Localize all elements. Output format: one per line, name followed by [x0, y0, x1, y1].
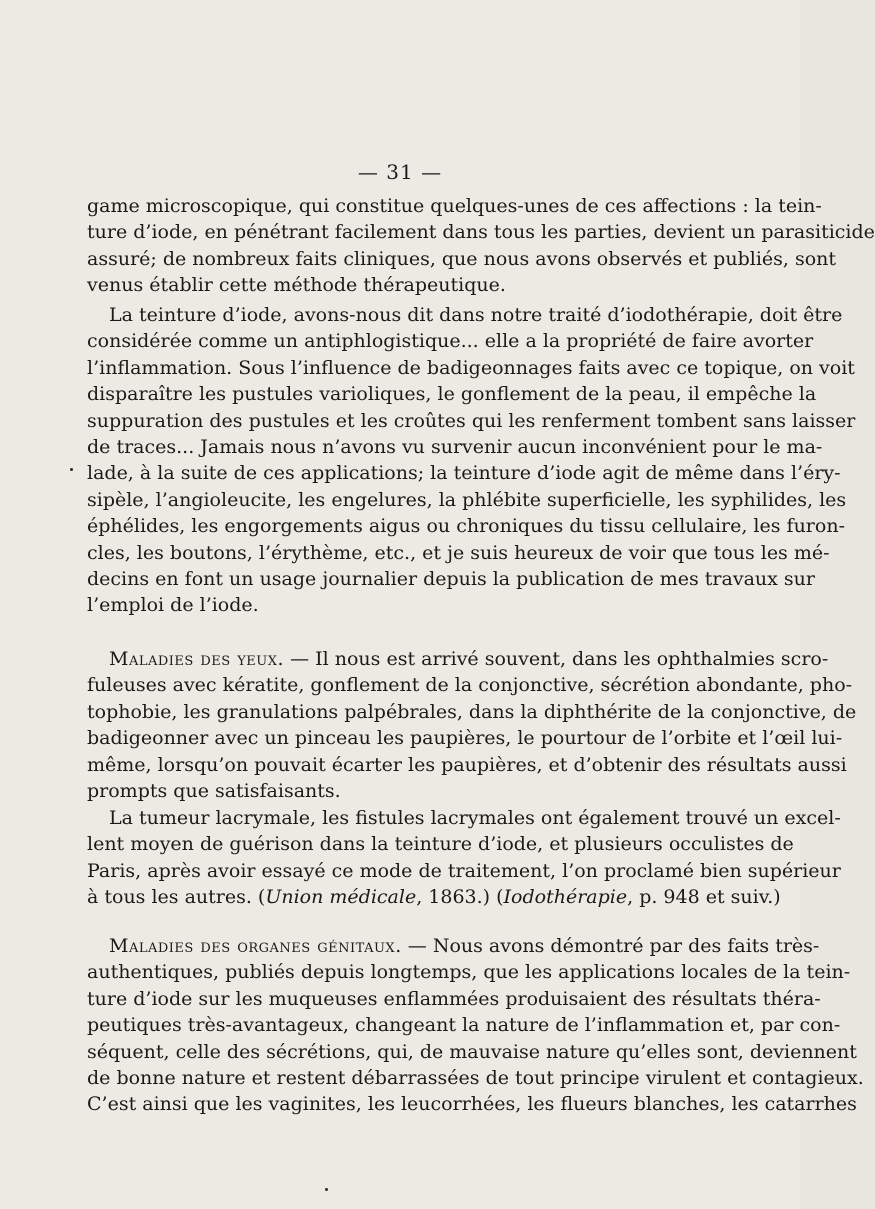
- citation-text: , 1863.) (: [416, 886, 504, 909]
- text-line: C’est ainsi que les vaginites, les leucorrhées, les flueurs blanches, les catarrhes: [87, 1093, 857, 1116]
- text-line: venus établir cette méthode thérapeutique.: [87, 274, 506, 297]
- print-speck: [325, 1188, 328, 1191]
- text-line: La teinture d’iode, avons-nous dit dans notre traité d’iodothérapie, doit être: [109, 304, 843, 326]
- citation-text: , p. 948 et suiv.): [627, 886, 781, 909]
- text-line: [87, 933, 820, 959]
- citation-book: Iodothérapie: [503, 886, 628, 909]
- text-line: decins en font un usage journalier depuis la publication de mes travaux sur: [87, 567, 815, 590]
- text-line: prompts que satisfaisants.: [87, 779, 341, 802]
- text-line: cles, les boutons, l’érythème, etc., et je suis heureux de voir que tous les mé-: [87, 541, 830, 564]
- text-line: lade, à la suite de ces applications; la teinture d’iode agit de même dans l’éry-: [87, 462, 841, 485]
- text-line: même, lorsqu’on pouvait écarter les paupières, et d’obtenir des résultats aussi: [87, 753, 847, 776]
- text-line: séquent, celle des sécrétions, qui, de mauvaise nature qu’elles sont, deviennent: [87, 1040, 857, 1063]
- print-speck: [70, 468, 73, 471]
- citation-journal: Union médicale: [265, 886, 417, 909]
- text-line: ture d’iode, en pénétrant facilement dans tous les parties, devient un parasiticide: [87, 221, 875, 244]
- text-line: de bonne nature et restent débarrassées de tout principe virulent et contagieux.: [87, 1066, 864, 1089]
- text-line: Paris, après avoir essayé ce mode de traitement, l’on proclamé bien supérieur: [87, 859, 841, 882]
- paragraph-iodine-tincture: [87, 302, 856, 619]
- text-line: sipèle, l’angioleucite, les engelures, la phlébite superficielle, les syphilides, les: [87, 488, 847, 511]
- section-heading: Maladies des organes génitaux.: [109, 935, 402, 957]
- text-line: de traces... Jamais nous n’avons vu survenir aucun inconvénient pour le ma-: [87, 435, 823, 458]
- section-heading: Maladies des yeux.: [109, 648, 285, 670]
- page-number: — 31 —: [357, 160, 443, 184]
- paragraph-continuation: [87, 193, 875, 299]
- text-line: l’inflammation. Sous l’influence de badigeonnages faits avec ce topique, on voit: [87, 356, 855, 379]
- text-line: suppuration des pustules et les croûtes qui les renferment tombent sans laisser: [87, 409, 856, 432]
- text-line: assuré; de nombreux faits cliniques, que nous avons observés et publiés, sont: [87, 247, 837, 270]
- text-line: considérée comme un antiphlogistique... elle a la propriété de faire avorter: [87, 330, 814, 353]
- text-line: l’emploi de l’iode.: [87, 594, 259, 617]
- text-line: badigeonner avec un pinceau les paupières, le pourtour de l’orbite et l’œil lui-: [87, 727, 843, 750]
- text-line: La tumeur lacrymale, les fistules lacrymales ont également trouvé un excel-: [109, 807, 841, 829]
- text-line: éphélides, les engorgements aigus ou chroniques du tissu cellulaire, les furon-: [87, 515, 845, 538]
- text-line: game microscopique, qui constitue quelques-unes de ces affections : la tein-: [87, 195, 822, 217]
- text-line: fuleuses avec kératite, gonflement de la conjonctive, sécrétion abondante, pho-: [87, 674, 853, 697]
- text-line: peutiques très-avantageux, changeant la nature de l’inflammation et, par con-: [87, 1014, 841, 1037]
- section-eye-diseases: [87, 646, 857, 804]
- text-line: tophobie, les granulations palpébrales, dans la diphthérite de la conjonctive, de: [87, 700, 857, 723]
- text-line: lent moyen de guérison dans la teinture d’iode, et plusieurs occulistes de: [87, 833, 794, 856]
- text-line: [87, 884, 781, 910]
- heading-continuation: — Il nous est arrivé souvent, dans les ophthalmies scro-: [284, 648, 829, 670]
- text-line: disparaître les pustules varioliques, le gonflement de la peau, il empêche la: [87, 383, 817, 406]
- citation-text: à tous les autres. (: [87, 886, 266, 909]
- text-line: [87, 646, 829, 672]
- section-genital-diseases: [87, 933, 864, 1118]
- heading-continuation: — Nous avons démontré par des faits très-: [401, 935, 820, 957]
- text-line: authentiques, publiés depuis longtemps, que les applications locales de la tein-: [87, 961, 851, 984]
- paragraph-lacrimal: [87, 805, 841, 911]
- text-line: ture d’iode sur les muqueuses enflammées produisaient des résultats théra-: [87, 987, 821, 1010]
